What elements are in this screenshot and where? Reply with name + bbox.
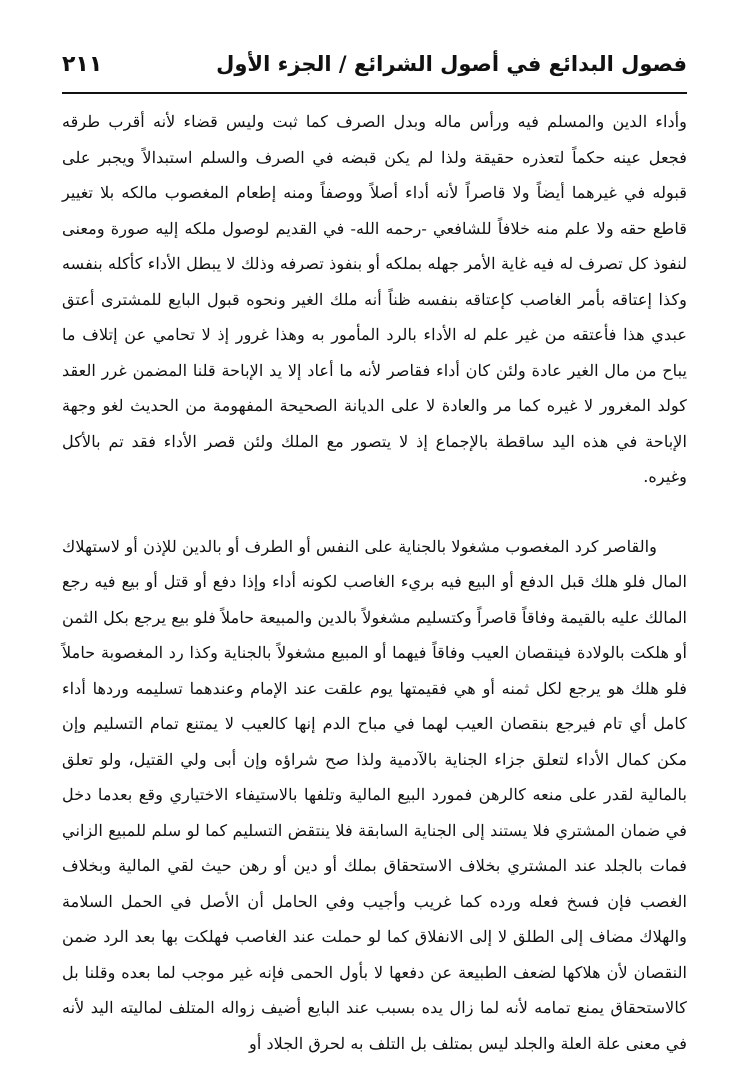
body-paragraph-2: والقاصر كرد المغصوب مشغولا بالجناية على النفس أو الطرف أو بالدين للإذن أو لاستهلاك المال فلو هلك قبل الدفع أو البيع فيه بريء الغاصب لكونه أداء وإذا دفع أو قتل أو بيع فيه رجع المالك عليه بالقيمة وفاقاً قاصراً وكتسليم مشغولاً بالدين والمبيعة حاملاً فلو بيع يرجع بكل الثمن أو هلكت بالولادة فينقصان العيب وفاقاً فيهما أو المبيع مشغولاً بالجناية وكذا رد المغصوبة حاملاً فلو هلك هو يرجع لكل ثمنه أو هي فقيمتها يوم علقت عند الإمام وعندهما تسليمه وردها أداء كامل أي تام فيرجع بنقصان العيب لهما في مباح الدم إنها كالعيب لا يمتنع تمام التسليم وإن مكن كمال الأداء لتعلق جزاء الجناية بالآدمية ولذا صح شراؤه وإن أبى ولي القتيل، ولو تعلق بالمالية لقدر على منعه كالرهن فمورد البيع المالية وتلفها بالاستيفاء الاختياري وقع بعدما دخل في ضمان المشتري فلا يستند إلى الجناية السابقة فلا ينتقض التسليم كما لو سلم للمبيع الزاني فمات بالجلد عند المشتري بخلاف الاستحقاق بملك أو دين أو رهن حيث لقي المالية وبخلاف الغصب فإن فسخ فعله ورده كما غريب وأجيب وفي الحامل أن الأصل في الحمل السلامة والهلاك مضاف إلى الطلق لا إلى الانفلاق كما لو حملت عند الغاصب فهلكت بها بعد الرد ضمن النقصان لأن هلاكها لضعف الطبيعة عن دفعها لا بأول الحمى فإنه غير موجب لما بعده وقلنا بل كالاستحقاق يمنع تمامه لأنه لما زال يده بسبب عند البايع أضيف زواله المتلف لماليته اليد لأنه في معنى علة العلة والجلد ليس بمتلف بل التلف به لحرق الجلاد أو <box>62 536 687 1053</box>
header-divider <box>62 92 687 94</box>
page-number: ٢١١ <box>62 51 103 77</box>
book-page <box>62 40 687 1080</box>
running-title: فصول البدائع في أصول الشرائع / الجزء الأول <box>216 52 687 76</box>
body-paragraph-1: وأداء الدين والمسلم فيه ورأس ماله وبدل الصرف كما ثبت وليس قضاء لأنه أقرب طرقه فجعل عينه حكماً لتعذره حقيقة ولذا لم يكن قبضه في الصرف والسلم استبدالاً ويجبر على قبوله في غيرهما أيضاً ولا قاصراً لأنه أداء أصلاً ووصفاً ومنه إطعام المغصوب مالكه بلا تغيير قاطع حقه ولا علم منه خلافاً للشافعي -رحمه الله- في القديم لوصول ملكه إليه صورة ومعنى لنفوذ كل تصرف له فيه غاية الأمر جهله بملكه أو بنفوذ تصرفه وذلك لا يبطل الأداء كأكله بنفسه وكذا إعتاقه بأمر الغاصب كإعتاقه بنفسه ظناً أنه ملك الغير ونحوه قبول البايع للمشترى أعتق عبدي هذا فأعتقه من غير علم له الأداء بالرد المأمور به وهذا غرور إذ لا تحامي عن إتلاف ما يباح من مال الغير عادة ولئن كان أداء فقاصر لأنه ما أعاد إلا يد الإباحة قلنا المضمن غرر العقد كولد المغرور لا غيره كما مر والعادة لا على الديانة الصحيحة المفهومة من الحديث لغو وجهة الإباحة في هذه اليد ساقطة بالإجماع إذ لا يتصور مع الملك ولئن قصر الأداء فقد تم بالأكل وغيره. <box>62 112 687 486</box>
running-header <box>62 40 687 88</box>
